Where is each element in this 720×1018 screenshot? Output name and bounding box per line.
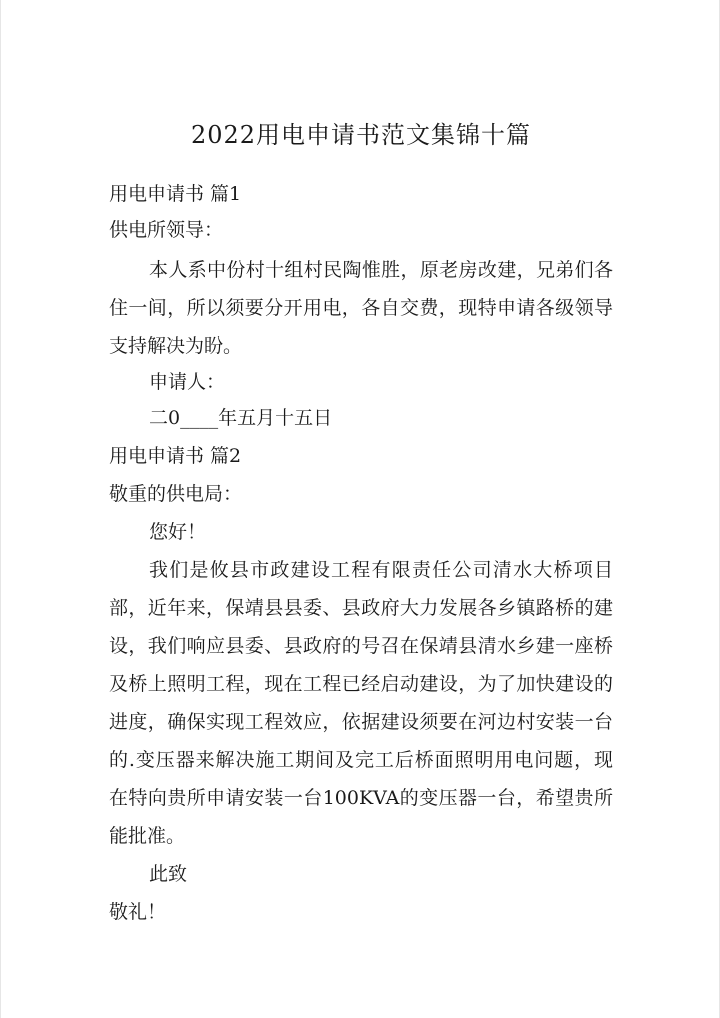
body-line: 我们是攸县市政建设工程有限责任公司清水大桥项目	[149, 559, 613, 581]
section-heading: 用电申请书 篇2	[109, 445, 242, 467]
salutation: 供电所领导：	[109, 219, 224, 241]
salutation: 敬重的供电局：	[109, 483, 243, 505]
body-line: 的.变压器来解决施工期间及完工后桥面照明用电问题，现	[109, 749, 613, 771]
body-line: 在特向贵所申请安装一台100KVA的变压器一台，希望贵所	[109, 787, 613, 809]
greeting: 您好！	[149, 521, 207, 543]
body-line: 设，我们响应县委、县政府的号召在保靖县清水乡建一座桥	[109, 635, 613, 657]
body-line: 进度，确保实现工程效应，依据建设须要在河边村安装一台	[109, 711, 613, 733]
body-line: 及桥上照明工程，现在工程已经启动建设，为了加快建设的	[109, 673, 613, 695]
section-heading: 用电申请书 篇1	[109, 183, 242, 205]
date-line: 二0____年五月十五日	[149, 407, 333, 429]
body-line: 部，近年来，保靖县县委、县政府大力发展各乡镇路桥的建	[109, 597, 613, 619]
body-line: 能批准。	[109, 825, 186, 847]
closing-line: 此致	[149, 863, 188, 885]
closing-line: 敬礼！	[109, 901, 167, 923]
body-line: 本人系中份村十组村民陶惟胜，原老房改建，兄弟们各	[149, 259, 613, 281]
applicant-label: 申请人：	[149, 371, 226, 393]
document-title: 2022用电申请书范文集锦十篇	[190, 121, 532, 149]
body-line: 住一间，所以须要分开用电，各自交费，现特申请各级领导	[109, 297, 613, 319]
body-line: 支持解决为盼。	[109, 335, 243, 357]
